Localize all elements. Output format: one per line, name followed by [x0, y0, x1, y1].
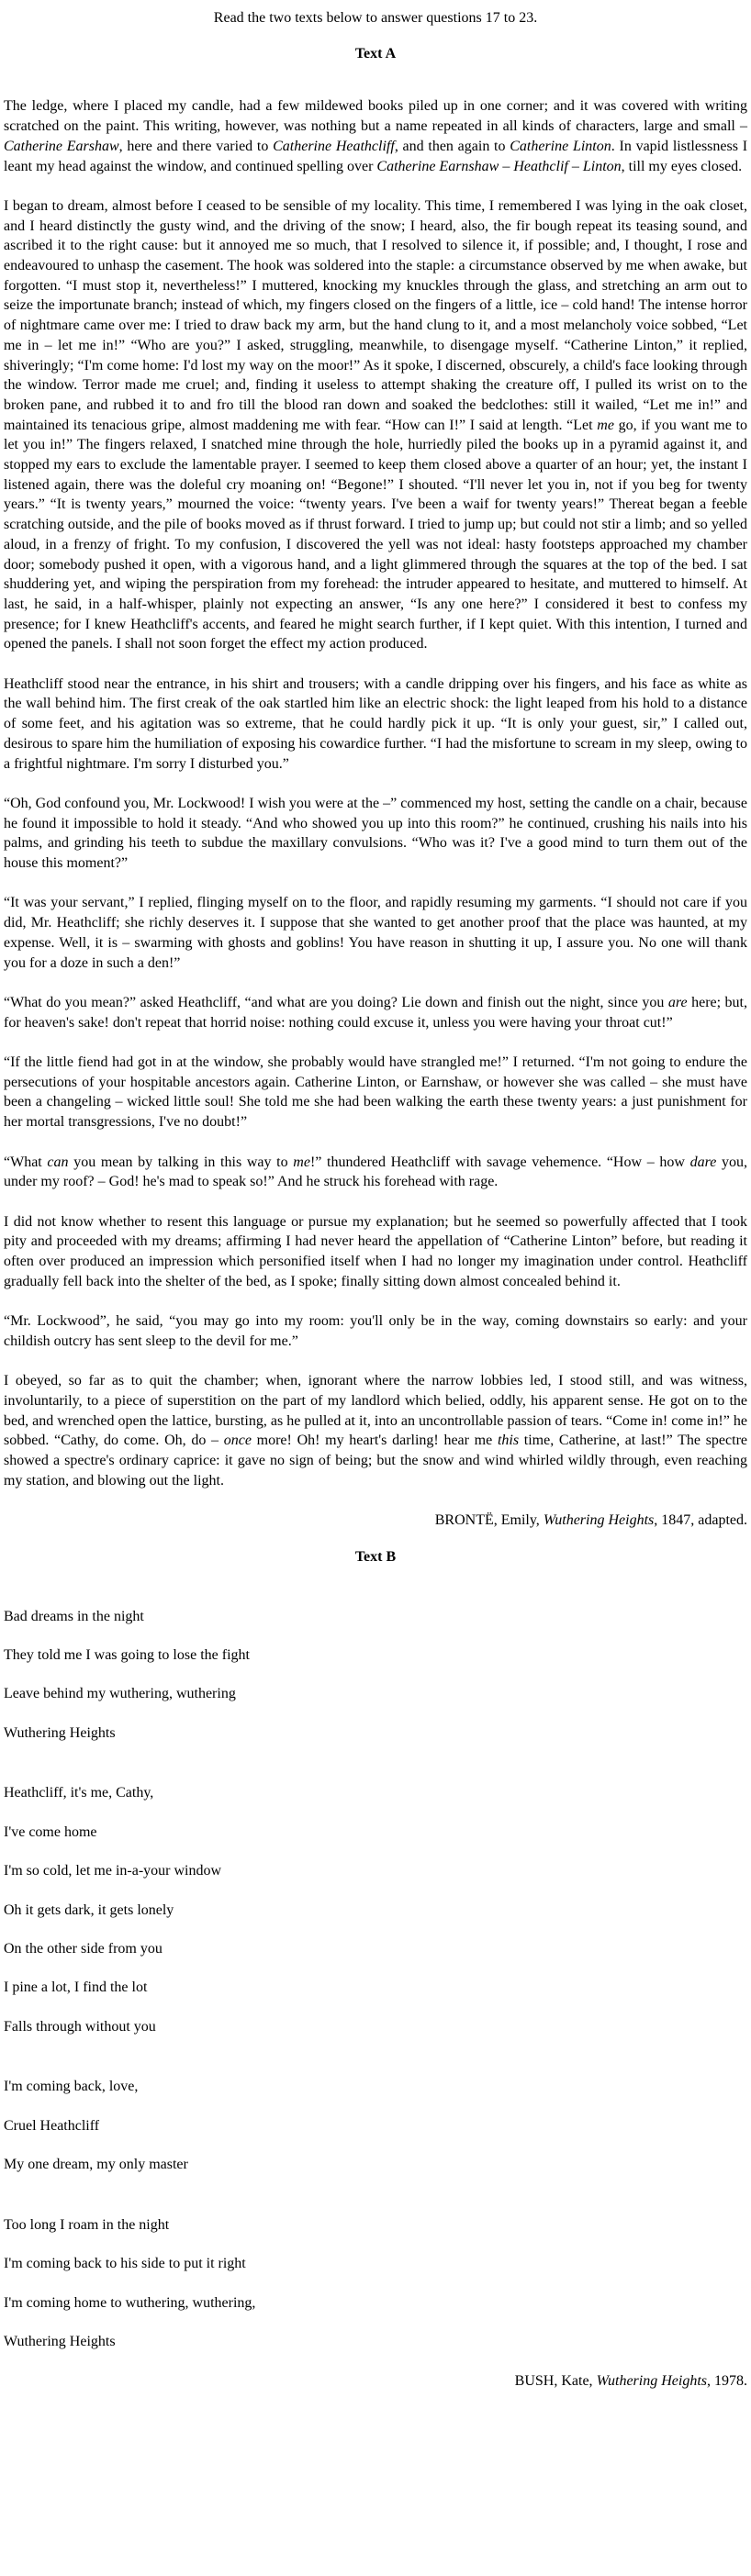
text-a-paragraph: I began to dream, almost before I ceased to be sensible of my locality. This time, I remembered I was lying in the oak closet, and I heard distinctly the gusty wind, and the driving of the snow; I heard, also, the fir bough repeat its teasing sound, and ascribed it to the right cause: but it annoyed me so much, that I resolved to silence it, if possible; and, I thought, I rose and endeavoured to unhasp the casement. The hook was soldered into the staple: a circumstance observed by me when awake, but forgotten. “I must stop it, nevertheless!” I muttered, knocking my knuckles through the glass, and stretching an arm out to seize the importunate branch; instead of which, my fingers closed on the fingers of a little, ice – cold hand! The intense horror of nightmare came over me: I tried to draw back my arm, but the hand clung to it, and a most melancholy voice sobbed, “Let me in – let me in!” “Who are you?” I asked, struggling, meanwhile, to disengage myself. “Catherine Linton,” it replied, shiveringly; “I'm come home: I'd lost my way on the moor!” As it spoke, I discerned, obscurely, a child's face looking through the window. Terror made me cruel; and, finding it useless to attempt shaking the creature off, I pulled its wrist on to the broken pane, and rubbed it to and fro till the blood ran down and soaked the bedclothes: still it wailed, “Let me in!” and maintained its tenacious gripe, almost maddening me with fear. “How can I!” I said at length. “Let me go, if you want me to let you in!” The fingers relaxed, I snatched mine through the hole, hurriedly piled the books up in a pyramid against it, and stopped my ears to exclude the lamentable prayer. I seemed to keep them closed above a quarter of an hour; yet, the instant I listened again, there was the doleful cry moaning on! “Begone!” I shouted. “I'll never let you in, not if you beg for twenty years.” “It is twenty years,” mourned the voice: “twenty years. I've been a waif for twenty years!” Thereat began a feeble scratching outside, and the pile of books moved as if thrust forward. I tried to jump up; but could not stir a limb; and so yelled aloud, in a frenzy of fright. To my confusion, I discovered the yell was not ideal: hasty footsteps approached my chamber door; somebody pushed it open, with a vigorous hand, and a light glimmered through the squares at the top of the bed. I sat shuddering yet, and wiping the perspiration from my forehead: the intruder appeared to hesitate, and muttered to himself. At last, he said, in a half-whisper, plainly not expecting an answer, “Is any one here?” I considered it best to confess my presence; for I knew Heathcliff's accents, and feared he might search further, if I kept quiet. With this intention, I turned and opened the panels. I shall not soon forget the effect my action produced. [4, 197, 747, 652]
text-a-heading: Text A [354, 45, 397, 61]
lyric-line: Heathcliff, it's me, Cathy, [4, 1785, 154, 1801]
text-b-body [4, 1607, 747, 2352]
text-a-paragraph: “What do you mean?” asked Heathcliff, “and what are you doing? Lie down and finish out the night, since you are here; but, for heaven's sake! don't repeat that horrid noise: nothing could excuse it, unless you were having your throat cut!” [4, 994, 748, 1031]
lyric-line: Wuthering Heights [4, 1724, 116, 1741]
lyric-line: Bad dreams in the night [4, 1608, 144, 1624]
lyric-line: On the other side from you [4, 1941, 163, 1957]
text-a-paragraph: “Mr. Lockwood”, he said, “you may go into my room: you'll only be in the way, coming downstairs so early: and your childish outcry has sent sleep to the devil for me.” [4, 1313, 747, 1349]
lyric-line: Wuthering Heights [4, 2334, 116, 2350]
text-a-paragraph: Heathcliff stood near the entrance, in his shirt and trousers; with a candle dripping over his fingers, and his face as white as the wall behind him. The first creak of the oak startled him like an electric shock: the light leaped from his hold to a distance of some feet, and his agitation was so extreme, that he could hardly pick it up. “It is only your guest, sir,” I called out, desirous to spare him the humiliation of exposing his cowardice further. “I had the misfortune to scream in my sleep, owing to a frightful nightmare. I'm sorry I disturbed you.” [4, 675, 747, 772]
lyrics-stanza [4, 2215, 747, 2352]
lyrics-stanza [4, 2077, 747, 2174]
lyric-line: I'm so cold, let me in-a-your window [4, 1863, 222, 1879]
lyric-line: I'm coming home to wuthering, wuthering, [4, 2294, 256, 2311]
text-b-attribution: BUSH, Kate, Wuthering Heights, 1978. [514, 2372, 747, 2389]
lyric-line: My one dream, my only master [4, 2157, 188, 2173]
text-b-heading: Text B [354, 1548, 397, 1565]
text-a-paragraph: “What can you mean by talking in this way to me!” thundered Heathcliff with savage vehemence. “How – how dare you, under my roof? – God! he's mad to speak so!” And he struck his forehead with rage. [4, 1154, 748, 1190]
text-a-paragraph: I obeyed, so far as to quit the chamber; when, ignorant where the narrow lobbies led, I stood still, and was witness, involuntarily, to a piece of superstition on the part of my landlord which belied, oddly, his apparent sense. He got on to the bed, and wrenched open the lattice, bursting, as he pulled at it, into an uncontrollable passion of tears. “Come in! come in!” he sobbed. “Cathy, do come. Oh, do – once more! Oh! my heart's darling! hear me this time, Catherine, at last!” The spectre showed a spectre's ordinary caprice: it gave no sign of being; but the snow and wind whirled wildly through, even reaching my station, and blowing out the light. [4, 1373, 748, 1489]
text-a-body [4, 96, 747, 1490]
text-a-attribution: BRONTË, Emily, Wuthering Heights, 1847, adapted. [434, 1512, 747, 1529]
text-a-paragraph: “It was your servant,” I replied, flinging myself on to the floor, and rapidly resuming my garments. “I should not care if you did, Mr. Heathcliff; she richly deserves it. I suppose that she wanted to get another proof that the place was haunted, at my expense. Well, it is – swarming with ghosts and goblins! You have reason in shutting it up, I assure you. No one will thank you for a doze in such a den!” [4, 895, 747, 971]
lyric-line: Cruel Heathcliff [4, 2117, 100, 2134]
lyrics-stanza [4, 1783, 747, 2036]
lyrics-stanza [4, 1607, 747, 1744]
text-a-paragraph: I did not know whether to resent this language or pursue my explanation; but he seemed so powerfully affected that I took pity and proceeded with my dreams; affirming I had never heard the appellation of “Catherine Linton” before, but reading it often over produced an impression which personified itself when I had no longer my imagination under control. Heathcliff gradually fell back into the shelter of the bed, as I spoke; finally sitting down almost concealed behind it. [4, 1213, 747, 1289]
lyric-line: I'm coming back to his side to put it right [4, 2256, 246, 2272]
lyric-line: Falls through without you [4, 2018, 156, 2035]
text-a-paragraph: The ledge, where I placed my candle, had a few mildewed books piled up in one corner; and it was covered with writing scratched on the paint. This writing, however, was nothing but a name repeated in all kinds of characters, large and small – Catherine Earshaw, here and there varied to Catherine Heathcliff, and then again to Catherine Linton. In vapid listlessness I leant my head against the window, and continued spelling over Catherine Earnshaw – Heathclif – Linton, till my eyes closed. [4, 98, 748, 174]
text-a-paragraph: “If the little fiend had got in at the window, she probably would have strangled me!” I returned. “I'm not going to endure the persecutions of your hospitable ancestors again. Catherine Linton, or Earnshaw, or however she was called – she must have been a changeling – wicked little soul! She told me she had been walking the earth these twenty years: a just punishment for her mortal transgressions, I've no doubt!” [4, 1054, 747, 1131]
lyric-line: I've come home [4, 1823, 97, 1840]
instruction-text: Read the two texts below to answer questions 17 to 23. [213, 10, 538, 26]
lyric-line: Oh it gets dark, it gets lonely [4, 1901, 174, 1918]
text-a-paragraph: “Oh, God confound you, Mr. Lockwood! I wish you were at the –” commenced my host, setting the candle on a chair, because he found it impossible to hold it steady. “And who showed you up into this room?” he continued, crushing his nails into his palms, and grinding his teeth to subdue the maxillary convulsions. “Who was it? I've a good mind to turn them out of the house this moment?” [4, 795, 747, 872]
lyric-line: I pine a lot, I find the lot [4, 1979, 148, 1996]
lyric-line: Too long I roam in the night [4, 2216, 170, 2233]
lyric-line: They told me I was going to lose the fight [4, 1646, 250, 1663]
lyric-line: Leave behind my wuthering, wuthering [4, 1686, 236, 1702]
lyric-line: I'm coming back, love, [4, 2079, 139, 2095]
